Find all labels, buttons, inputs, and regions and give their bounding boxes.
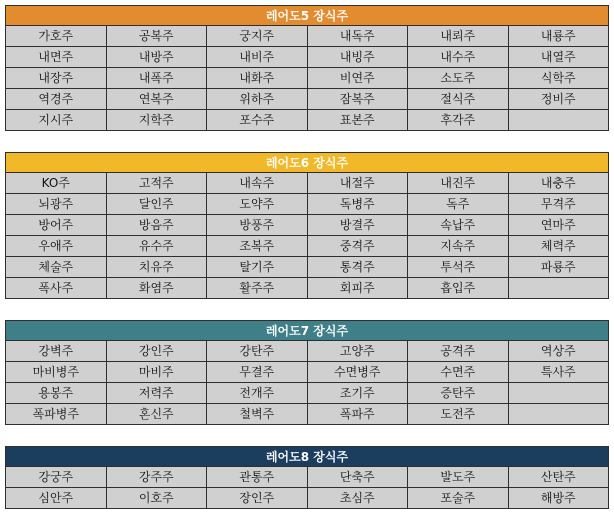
item-grid — [5, 467, 609, 509]
jewel-cell: 탈기주 — [207, 257, 308, 278]
jewel-cell: 절식주 — [408, 89, 509, 110]
jewel-cell: 조복주 — [207, 236, 308, 257]
section-header: 레어도8 장식주 — [5, 446, 609, 467]
jewel-cell: 연복주 — [107, 89, 208, 110]
jewel-cell: 독주 — [408, 194, 509, 215]
jewel-cell: 혼신주 — [107, 404, 208, 425]
jewel-cell — [509, 383, 610, 404]
jewel-cell: 초심주 — [308, 488, 409, 509]
jewel-cell: 수면병주 — [308, 362, 409, 383]
jewel-cell: 뇌광주 — [6, 194, 107, 215]
jewel-cell: 고양주 — [308, 341, 409, 362]
jewel-cell: 포술주 — [408, 488, 509, 509]
jewel-cell: 마비주 — [107, 362, 208, 383]
jewel-cell: 공복주 — [107, 26, 208, 47]
jewel-cell: 전개주 — [207, 383, 308, 404]
jewel-cell: 단축주 — [308, 467, 409, 488]
jewel-cell: 내수주 — [408, 47, 509, 68]
jewel-cell: 해방주 — [509, 488, 610, 509]
jewel-cell: 연마주 — [509, 215, 610, 236]
jewel-cell: 관통주 — [207, 467, 308, 488]
jewel-cell: 발도주 — [408, 467, 509, 488]
jewel-cell: 용봉주 — [6, 383, 107, 404]
jewel-cell: 비연주 — [308, 68, 409, 89]
jewel-cell: 이호주 — [107, 488, 208, 509]
jewel-cell: 방음주 — [107, 215, 208, 236]
jewel-cell: 우애주 — [6, 236, 107, 257]
jewel-cell: 내방주 — [107, 47, 208, 68]
jewel-cell: 방결주 — [308, 215, 409, 236]
jewel-cell: 위하주 — [207, 89, 308, 110]
jewel-cell: 폭사주 — [6, 278, 107, 299]
jewel-cell: 방풍주 — [207, 215, 308, 236]
jewel-cell: 독병주 — [308, 194, 409, 215]
jewel-cell: 내열주 — [509, 47, 610, 68]
jewel-cell: 지학주 — [107, 110, 208, 131]
jewel-cell: 역경주 — [6, 89, 107, 110]
jewel-cell: 강궁주 — [6, 467, 107, 488]
jewel-cell: 속납주 — [408, 215, 509, 236]
jewel-cell — [509, 278, 610, 299]
jewel-cell: 도약주 — [207, 194, 308, 215]
jewel-cell: 흡입주 — [408, 278, 509, 299]
jewel-cell: 역상주 — [509, 341, 610, 362]
jewel-cell: 달인주 — [107, 194, 208, 215]
jewel-cell: 중격주 — [308, 236, 409, 257]
item-grid — [5, 341, 609, 425]
jewel-cell: 지속주 — [408, 236, 509, 257]
jewel-cell: 강벽주 — [6, 341, 107, 362]
jewel-cell — [509, 110, 610, 131]
jewel-cell: 내장주 — [6, 68, 107, 89]
section-rarity7 — [5, 320, 609, 425]
jewel-cell: 증탄주 — [408, 383, 509, 404]
jewel-cell: 저력주 — [107, 383, 208, 404]
jewel-cell: 폭파병주 — [6, 404, 107, 425]
jewel-cell: 공격주 — [408, 341, 509, 362]
jewel-cell: 폭파주 — [308, 404, 409, 425]
jewel-cell: 산탄주 — [509, 467, 610, 488]
jewel-cell: 내폭주 — [107, 68, 208, 89]
section-header: 레어도5 장식주 — [5, 5, 609, 26]
section-header: 레어도6 장식주 — [5, 152, 609, 173]
jewel-cell: 강주주 — [107, 467, 208, 488]
jewel-cell: 내독주 — [308, 26, 409, 47]
jewel-cell: 지시주 — [6, 110, 107, 131]
jewel-cell: 특사주 — [509, 362, 610, 383]
jewel-cell: 정비주 — [509, 89, 610, 110]
jewel-cell: 회피주 — [308, 278, 409, 299]
jewel-cell: 강인주 — [107, 341, 208, 362]
jewel-cell: 마비병주 — [6, 362, 107, 383]
jewel-cell: 후각주 — [408, 110, 509, 131]
jewel-cell: 내화주 — [207, 68, 308, 89]
jewel-cell: 내진주 — [408, 173, 509, 194]
jewel-cell: 투석주 — [408, 257, 509, 278]
section-header: 레어도7 장식주 — [5, 320, 609, 341]
item-grid — [5, 173, 609, 299]
jewel-cell: 체술주 — [6, 257, 107, 278]
jewel-cell: 유수주 — [107, 236, 208, 257]
jewel-cell: 내면주 — [6, 47, 107, 68]
section-rarity6 — [5, 152, 609, 299]
jewel-cell: 무격주 — [509, 194, 610, 215]
jewel-cell: 내뢰주 — [408, 26, 509, 47]
jewel-cell: 치유주 — [107, 257, 208, 278]
jewel-cell: 체력주 — [509, 236, 610, 257]
jewel-cell: 파룡주 — [509, 257, 610, 278]
jewel-cell: 내충주 — [509, 173, 610, 194]
jewel-cell: 무결주 — [207, 362, 308, 383]
section-rarity8 — [5, 446, 609, 509]
jewel-cell: 화염주 — [107, 278, 208, 299]
jewel-cell: 내절주 — [308, 173, 409, 194]
jewel-cell: 표본주 — [308, 110, 409, 131]
jewel-cell: 방어주 — [6, 215, 107, 236]
jewel-cell: 장인주 — [207, 488, 308, 509]
jewel-cell: 내빙주 — [308, 47, 409, 68]
jewel-cell: 강탄주 — [207, 341, 308, 362]
jewel-cell: 내비주 — [207, 47, 308, 68]
jewel-cell: 궁지주 — [207, 26, 308, 47]
jewel-cell: 수면주 — [408, 362, 509, 383]
jewel-cell: 심안주 — [6, 488, 107, 509]
jewel-cell: 활주주 — [207, 278, 308, 299]
jewel-cell: 소도주 — [408, 68, 509, 89]
jewel-cell: 잠복주 — [308, 89, 409, 110]
jewel-cell: 포수주 — [207, 110, 308, 131]
jewel-cell: 통격주 — [308, 257, 409, 278]
jewel-cell: 도전주 — [408, 404, 509, 425]
jewel-cell: 내룡주 — [509, 26, 610, 47]
section-rarity5 — [5, 5, 609, 131]
jewel-cell: 철벽주 — [207, 404, 308, 425]
jewel-cell: 내속주 — [207, 173, 308, 194]
jewel-cell: 식학주 — [509, 68, 610, 89]
jewel-cell: KO주 — [6, 173, 107, 194]
jewel-cell: 고적주 — [107, 173, 208, 194]
jewel-cell — [509, 404, 610, 425]
jewel-cell: 가호주 — [6, 26, 107, 47]
jewel-cell: 조기주 — [308, 383, 409, 404]
item-grid — [5, 26, 609, 131]
